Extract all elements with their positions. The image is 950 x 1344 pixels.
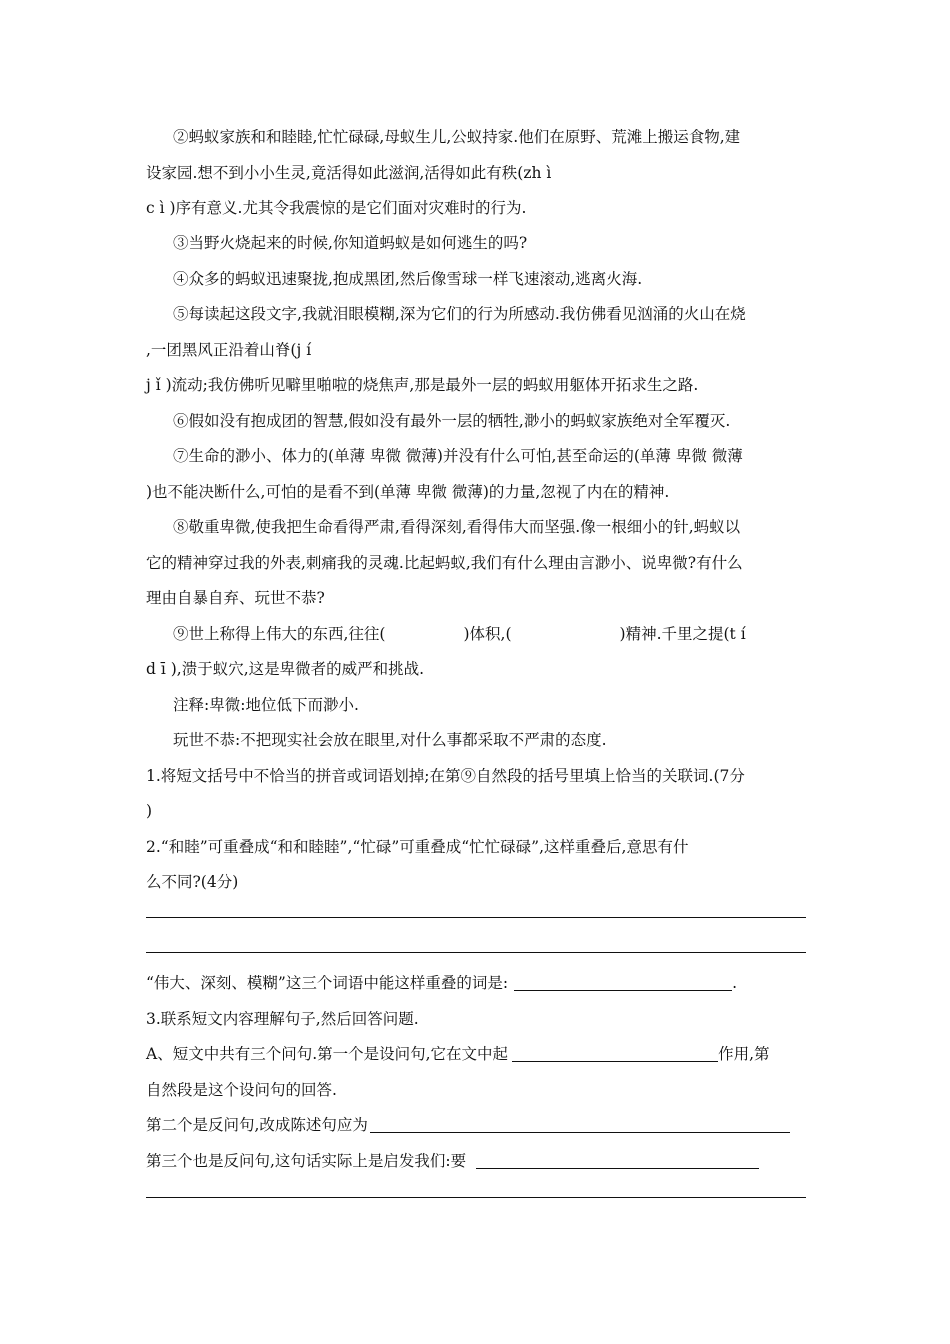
note-humble: 注释:卑微:地位低下而渺小.	[173, 696, 359, 714]
question-3-second	[146, 1108, 806, 1144]
paragraph-2-line-2: 设家园.想不到小小生灵,竟活得如此滋润,活得如此有秩(zh ì	[146, 164, 552, 182]
question-3-third-answer-blank[interactable]	[476, 1150, 759, 1169]
paragraph-9-part-1: ⑨世上称得上伟大的东西,往往(	[173, 625, 386, 643]
paragraph-8-line-3: 理由自暴自弃、玩世不恭?	[146, 589, 325, 607]
paragraph-3: ③当野火烧起来的时候,你知道蚂蚁是如何逃生的吗?	[173, 234, 528, 252]
question-1-line-2: )	[146, 802, 153, 820]
question-3a-line-2: 自然段是这个设问句的回答.	[146, 1081, 337, 1099]
question-2-followup	[146, 966, 806, 1002]
paragraph-5-line-3: j ǐ )流动;我仿佛听见噼里啪啦的烧焦声,那是最外一层的蚂蚁用躯体开拓求生之路.	[146, 376, 699, 394]
paragraph-2-line-3: c ì )序有意义.尤其令我震惊的是它们面对灾难时的行为.	[146, 199, 527, 217]
paragraph-9-line-1	[173, 617, 833, 653]
question-2-followup-text: “伟大、深刻、模糊”这三个词语中能这样重叠的词是:	[146, 974, 509, 992]
note-cynical: 玩世不恭:不把现实社会放在眼里,对什么事都采取不严肃的态度.	[173, 731, 607, 749]
question-3-third-text: 第三个也是反问句,这句话实际上是启发我们:要	[146, 1152, 467, 1170]
paragraph-2-line-1: ②蚂蚁家族和和睦睦,忙忙碌碌,母蚁生儿,公蚁持家.他们在原野、荒滩上搬运食物,建	[173, 128, 741, 146]
paragraph-8-line-1: ⑧敬重卑微,使我把生命看得严肃,看得深刻,看得伟大而坚强.像一根细小的针,蚂蚁以	[173, 518, 741, 536]
paragraph-5-line-2: ,一团黑风正沿着山脊(j í	[146, 341, 312, 359]
paragraph-4: ④众多的蚂蚁迅速聚拢,抱成黑团,然后像雪球一样飞速滚动,逃离火海.	[173, 270, 643, 288]
question-2-line-1: 2.“和睦”可重叠成“和和睦睦”,“忙碌”可重叠成“忙忙碌碌”,这样重叠后,意思有什	[146, 838, 689, 856]
question-3a-role-blank[interactable]	[512, 1043, 718, 1062]
paragraph-7-line-2: )也不能决断什么,可怕的是看不到(单薄 卑微 微薄)的力量,忽视了内在的精神.	[146, 483, 670, 501]
paragraph-6: ⑥假如没有抱成团的智慧,假如没有最外一层的牺牲,渺小的蚂蚁家族绝对全军覆灭.	[173, 412, 731, 430]
question-3a-line-1	[146, 1037, 806, 1073]
paragraph-5-line-1: ⑤每读起这段文字,我就泪眼模糊,深为它们的行为所感动.我仿佛看见汹涌的火山在烧	[173, 305, 746, 323]
paragraph-7-line-1: ⑦生命的渺小、体力的(单薄 卑微 微薄)并没有什么可怕,甚至命运的(单薄 卑微 微薄	[173, 447, 743, 465]
paragraph-9-part-2: )体积,(	[463, 625, 512, 643]
question-2-followup-answer-blank[interactable]	[514, 972, 732, 991]
question-2-answer-line-2[interactable]	[146, 952, 806, 953]
question-3-second-answer-blank[interactable]	[370, 1114, 790, 1133]
question-2-answer-line-1[interactable]	[146, 917, 806, 918]
question-1-line-1: 1.将短文括号中不恰当的拼音或词语划掉;在第⑨自然段的括号里填上恰当的关联词.(7分	[146, 767, 745, 785]
paragraph-9-part-3: )精神.千里之提(t í	[619, 625, 746, 643]
question-2-followup-period: .	[732, 974, 738, 992]
question-3a-part-2: 作用,第	[718, 1045, 770, 1063]
question-3-third	[146, 1144, 806, 1180]
question-3a-part-1: A、短文中共有三个问句.第一个是设问句,它在文中起	[146, 1045, 509, 1063]
question-3-second-text: 第二个是反问句,改成陈述句应为	[146, 1116, 368, 1134]
question-3-third-answer-line[interactable]	[146, 1197, 806, 1198]
question-2-line-2: 么不同?(4分)	[146, 873, 239, 891]
paragraph-9-line-2: d ī ),溃于蚁穴,这是卑微者的威严和挑战.	[146, 660, 425, 678]
paragraph-8-line-2: 它的精神穿过我的外表,刺痛我的灵魂.比起蚂蚁,我们有什么理由言渺小、说卑微?有什么	[146, 554, 743, 572]
question-3-intro: 3.联系短文内容理解句子,然后回答问题.	[146, 1010, 419, 1028]
